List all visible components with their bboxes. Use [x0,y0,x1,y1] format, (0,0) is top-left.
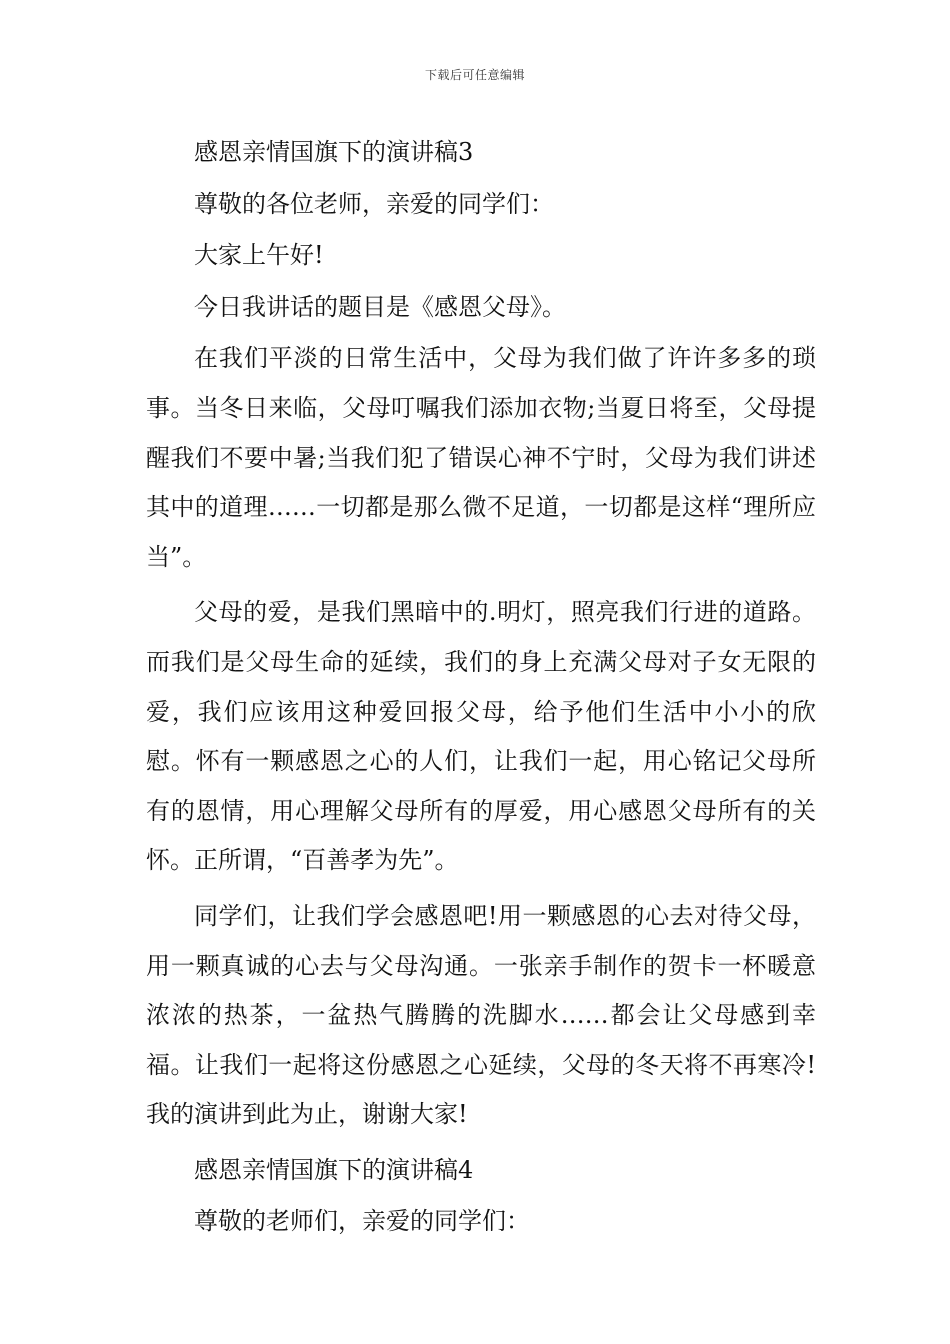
body-paragraph: 同学们，让我们学会感恩吧!用一颗感恩的心去对待父母，用一颗真诚的心去与父母沟通。一张亲手制作的贺卡一杯暖意浓浓的热茶，一盆热气腾腾的洗脚水……都会让父母感到幸福。让我们一起将这份感恩之心延续，父母的冬天将不再寒冷!我的演讲到此为止，谢谢大家! [146,901,816,1129]
body-paragraph: 父母的爱，是我们黑暗中的.明灯，照亮我们行进的道路。而我们是父母生命的延续，我们的身上充满父母对子女无限的爱，我们应该用这种爱回报父母，给予他们生活中小小的欣慰。怀有一颗感恩之心的人们，让我们一起，用心铭记父母所有的恩情，用心理解父母所有的厚爱，用心感恩父母所有的关怀。正所谓，“百善孝为先”。 [146,598,816,875]
topic-line: 今日我讲话的题目是《感恩父母》。 [194,292,566,321]
salutation: 尊敬的老师们，亲爱的同学们： [194,1207,530,1236]
body-paragraph: 在我们平淡的日常生活中，父母为我们做了许许多多的琐事。当冬日来临，父母叮嘱我们添加衣物;当夏日将至，父母提醒我们不要中暑;当我们犯了错误心神不宁时，父母为我们讲述其中的道理……一切都是那么微不足道，一切都是这样“理所应当”。 [146,344,816,571]
document-body [146,128,816,1249]
speech-title-3: 感恩亲情国旗下的演讲稿3 [194,138,474,166]
header-note: 下载后可任意编辑 [424,68,525,82]
speech-title-4: 感恩亲情国旗下的演讲稿4 [194,1155,474,1184]
greeting: 大家上午好! [194,241,324,270]
salutation: 尊敬的各位老师，亲爱的同学们： [194,189,554,218]
